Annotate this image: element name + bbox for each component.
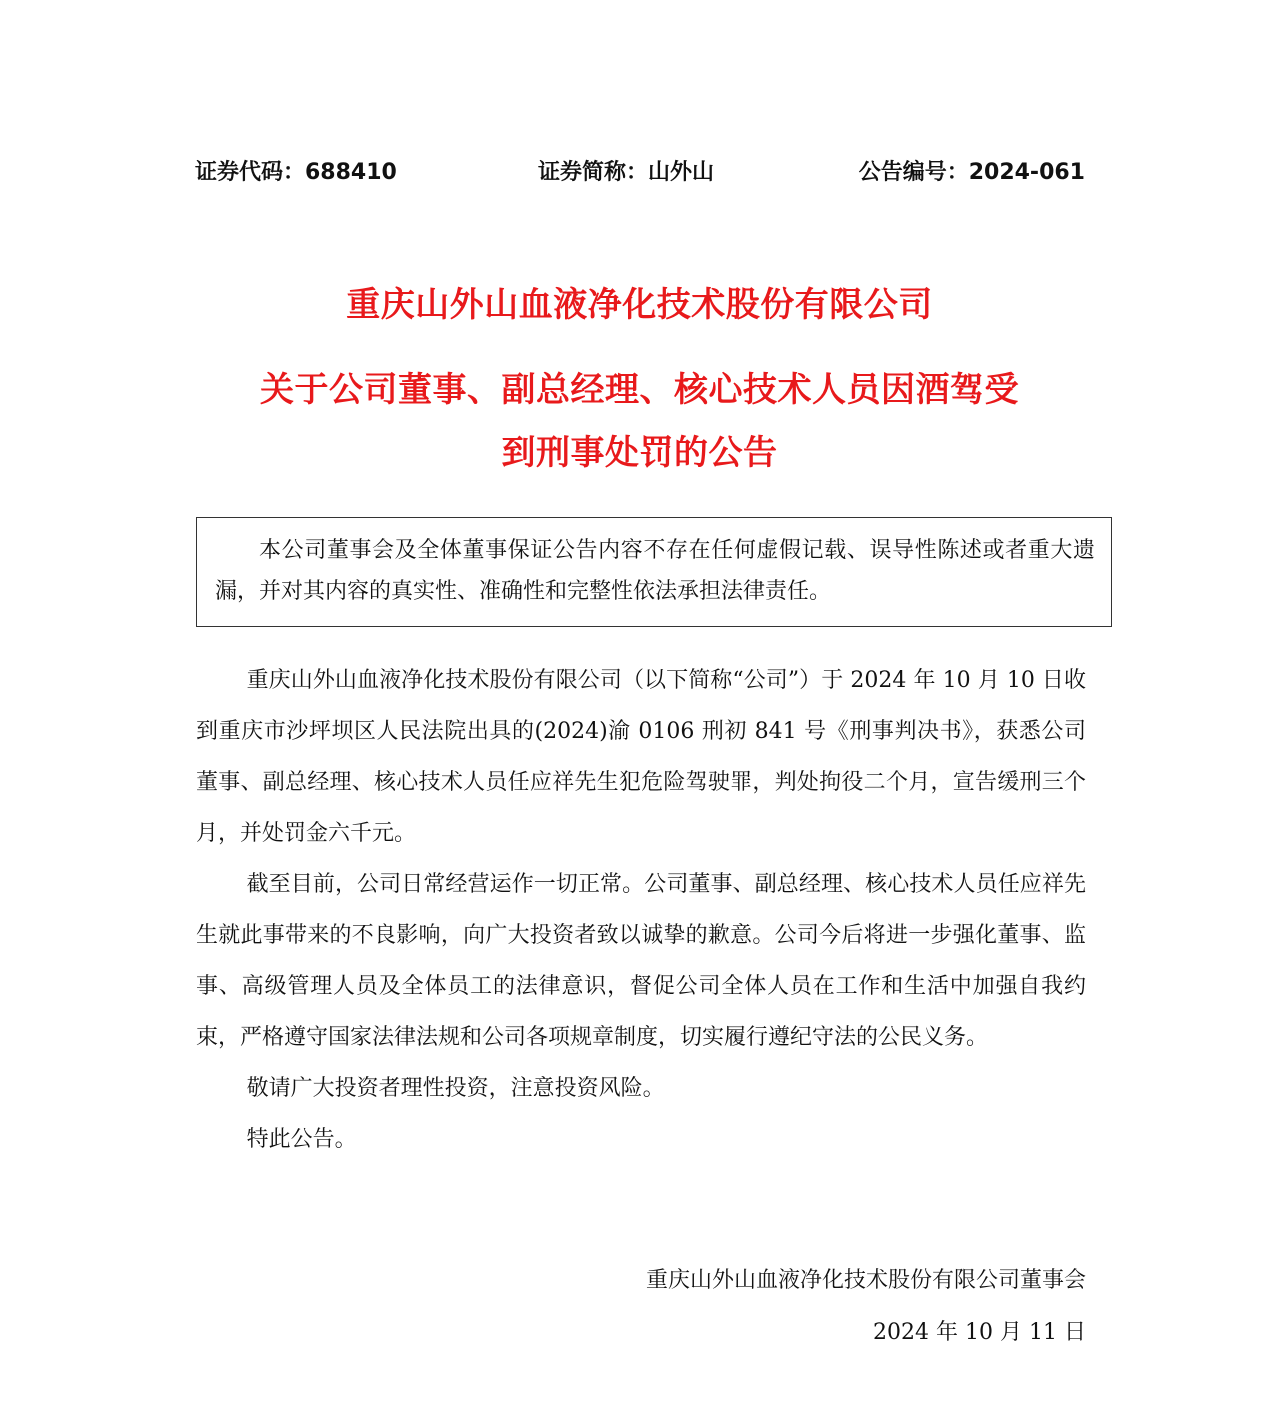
signature-organization: 重庆山外山血液净化技术股份有限公司董事会 (645, 1268, 1086, 1293)
board-statement-box (196, 517, 1112, 627)
stock-code: 证券代码：688410 (195, 160, 397, 185)
paragraph-closing: 特此公告。 (246, 1127, 357, 1152)
board-statement: 本公司董事会及全体董事保证公告内容不存在任何虚假记载、误导性陈述或者重大遗漏，并对其内容的真实性、准确性和完整性依法承担法律责任。 (215, 538, 1095, 604)
announcement-body (196, 655, 1086, 1165)
signature-date: 2024 年 10 月 11 日 (873, 1320, 1086, 1345)
announcement-header (195, 156, 1085, 190)
paragraph-operations: 截至目前，公司日常经营运作一切正常。公司董事、副总经理、核心技术人员任应祥先生就此事带来的不良影响，向广大投资者致以诚挚的歉意。公司今后将进一步强化董事、监事、高级管理人员及全体员工的法律意识，督促公司全体人员在工作和生活中加强自我约束，严格遵守国家法律法规和公司各项规章制度，切实履行遵纪守法的公民义务。 (196, 872, 1086, 1050)
announcement-title-line1: 关于公司董事、副总经理、核心技术人员因酒驾受 (260, 370, 1019, 410)
announcement-title-line2: 到刑事处罚的公告 (501, 433, 778, 473)
paragraph-judgment: 重庆山外山血液净化技术股份有限公司（以下简称“公司”）于 2024 年 10 月 10 日收到重庆市沙坪坝区人民法院出具的(2024)渝 0106 刑初 841 号《刑事判决书》，获悉公司董事、副总经理、核心技术人员任应祥先生犯危险驾驶罪，判处拘役二个月，宣告缓刑三个月，并处罚金六千元。 (196, 668, 1086, 846)
company-title: 重庆山外山血液净化技术股份有限公司 (346, 285, 933, 325)
paragraph-risk-warning: 敬请广大投资者理性投资，注意投资风险。 (246, 1076, 665, 1101)
stock-abbreviation: 证券简称：山外山 (538, 160, 715, 185)
announcement-number: 公告编号：2024-061 (858, 160, 1085, 185)
